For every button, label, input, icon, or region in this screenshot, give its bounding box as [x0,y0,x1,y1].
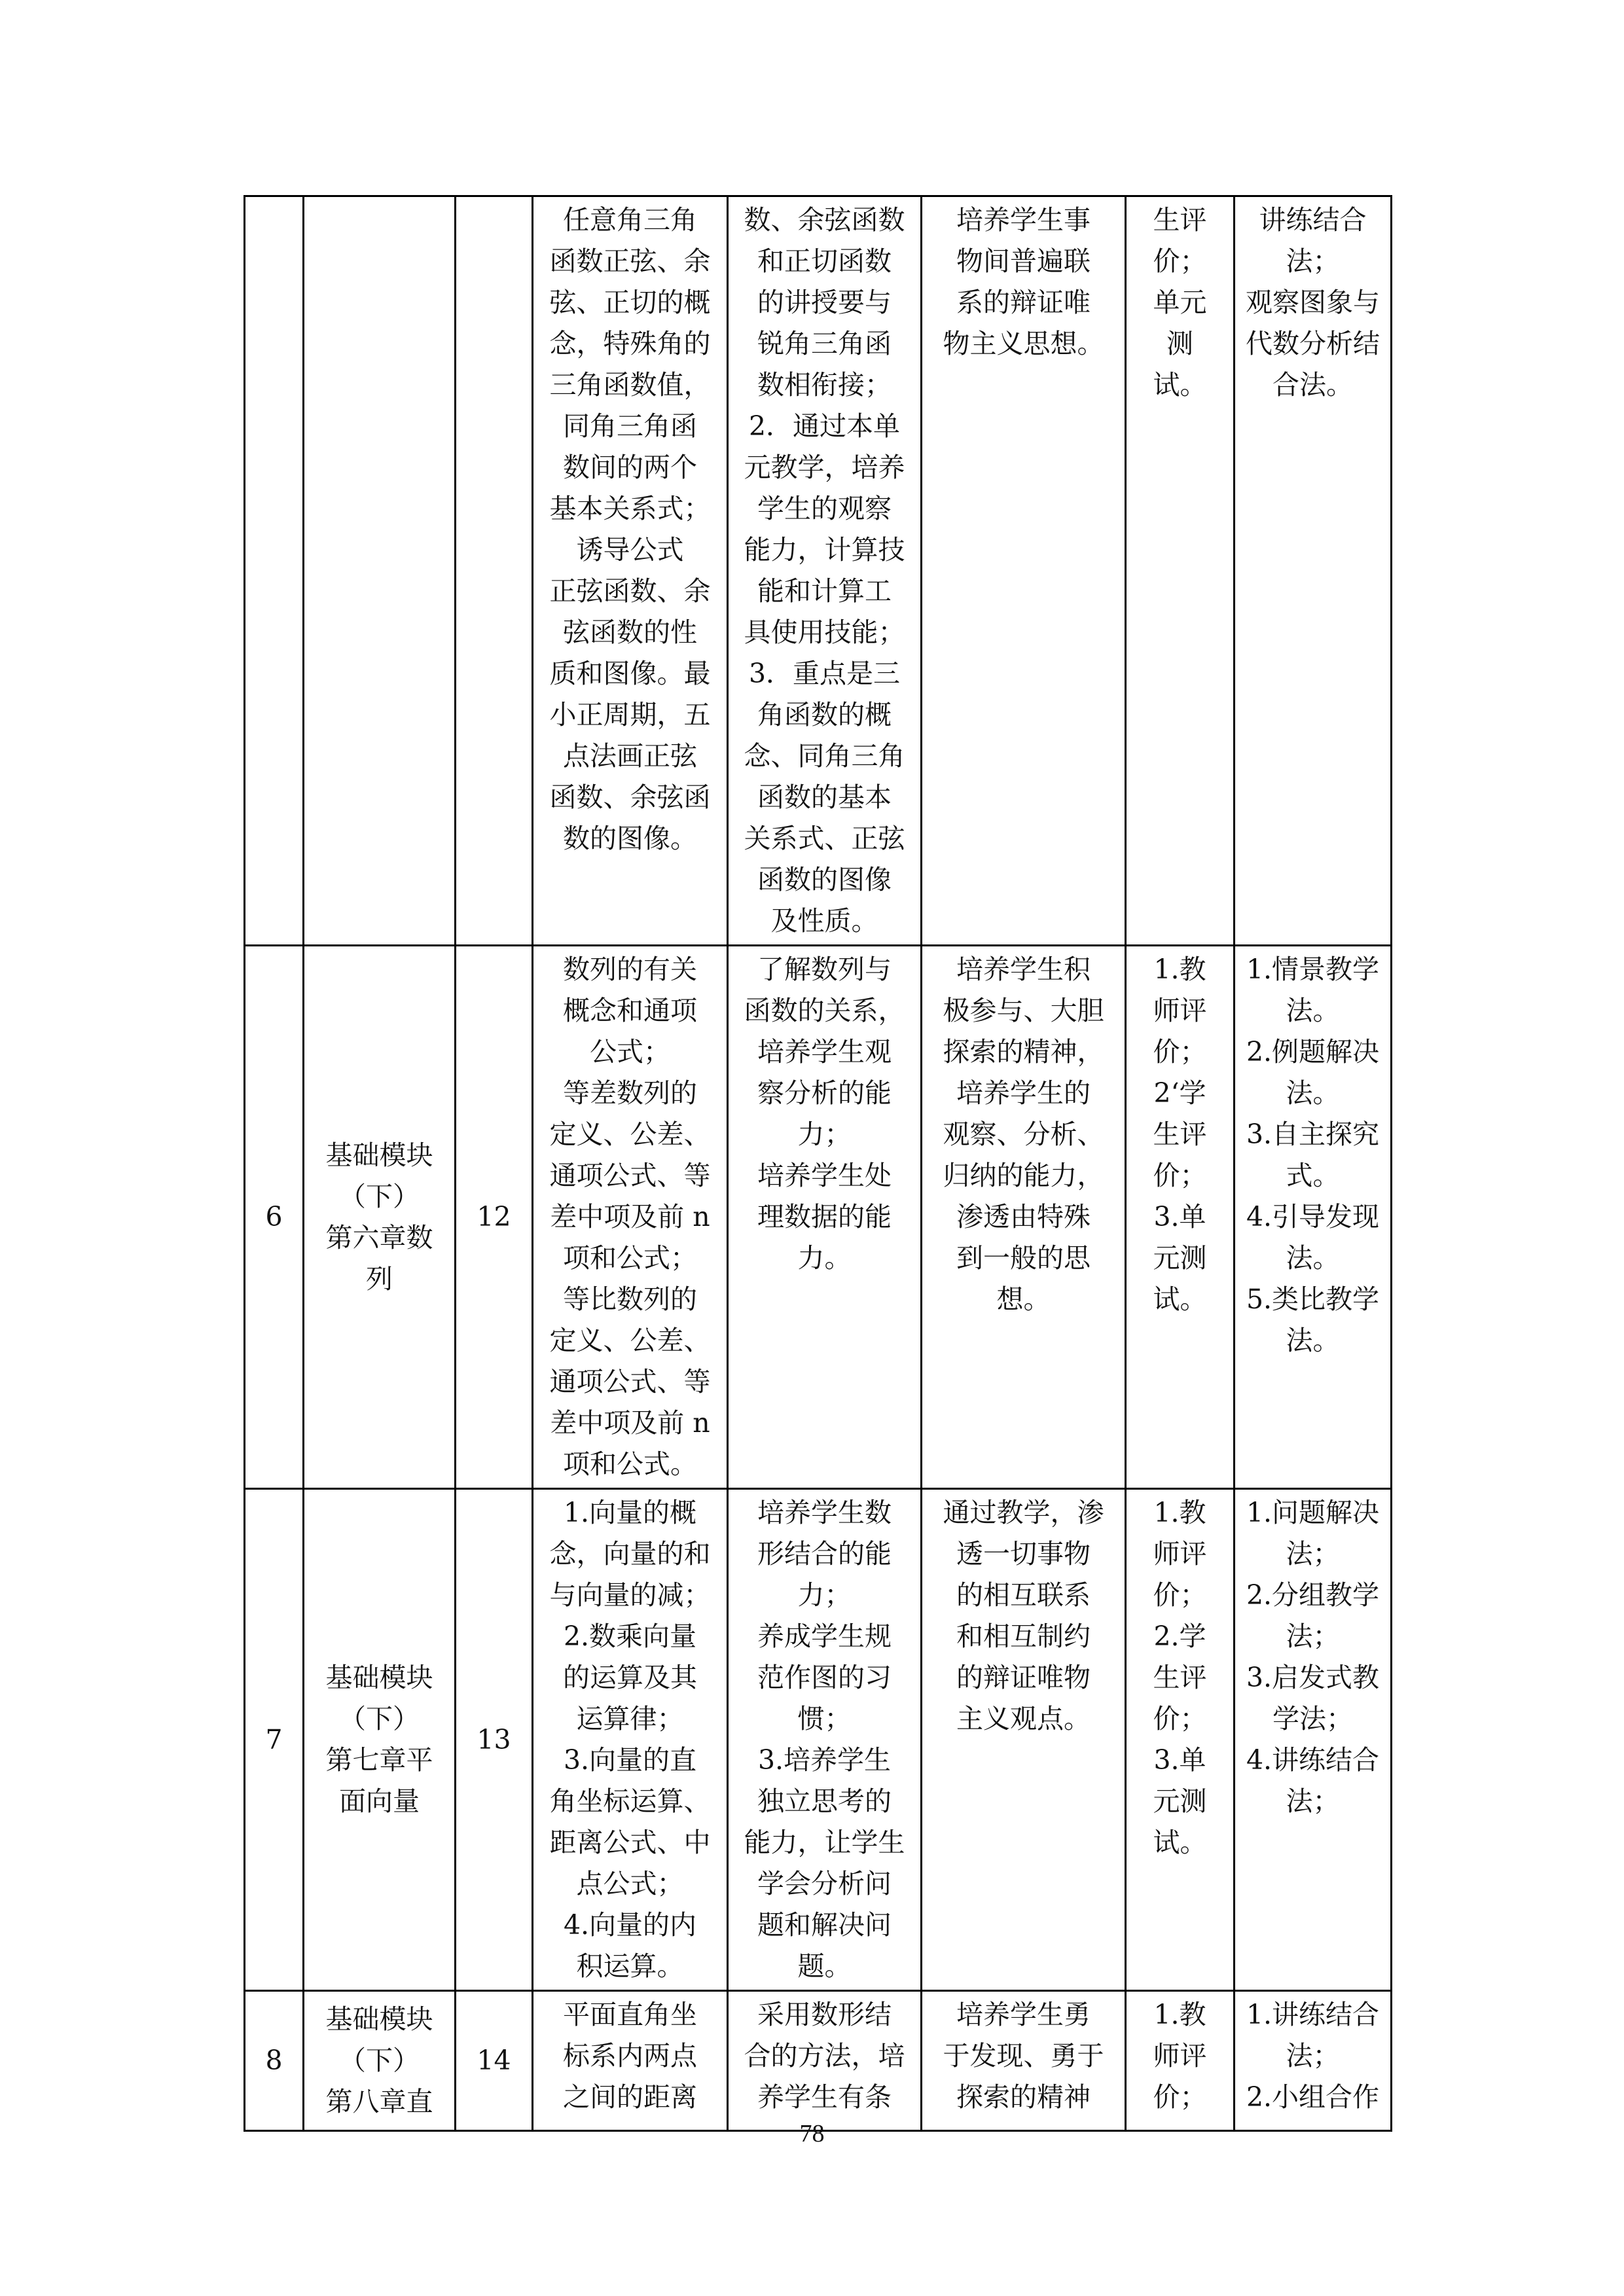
cell-content: 1.向量的概 念，向量的和 与向量的减； 2.数乘向量 的运算及其 运算律； 3.向量的直 角坐标运算、 距离公式、中 点公式； 4.向量的内 积运算。 [533,1489,728,1991]
cell-methods: 1.问题解决 法； 2.分组教学 法； 3.启发式教 学法； 4.讲练结合 法； [1235,1489,1392,1991]
cell-content: 数列的有关 概念和通项 公式； 等差数列的 定义、公差、 通项公式、等 差中项及前 n 项和公式； 等比数列的 定义、公差、 通项公式、等 差中项及前 n 项和公式。 [533,946,728,1489]
cell-objectives: 数、余弦函数 和正切函数 的讲授要与 锐角三角函 数相衔接； 2．通过本单 元教学，培养 学生的观察 能力，计算技 能和计算工 具使用技能； 3．重点是三 角函数的概 念、同角三角 函数的基本 关系式、正弦 函数的图像 及性质。 [728,196,922,946]
cell-content: 任意角三角 函数正弦、余 弦、正切的概 念，特殊角的 三角函数值， 同角三角函 数间的两个 基本关系式； 诱导公式 正弦函数、余 弦函数的性 质和图像。最 小正周期，五 点法画正弦 函数、余弦函 数的图像。 [533,196,728,946]
table-row [245,196,1392,946]
cell-ideology: 培养学生积 极参与、大胆 探索的精神， 培养学生的 观察、分析、 归纳的能力， 渗透由特殊 到一般的思 想。 [922,946,1126,1489]
cell-hours [456,196,533,946]
cell-assessment: 1.教 师评 价； 2.学 生评 价； 3.单 元测 试。 [1126,1489,1235,1991]
cell-methods: 讲练结合 法； 观察图象与 代数分析结 合法。 [1235,196,1392,946]
cell-module: 基础模块 （下） 第七章平 面向量 [304,1489,456,1991]
cell-no: 7 [245,1489,304,1991]
cell-assessment: 1.教 师评 价； [1126,1991,1235,2131]
cell-no [245,196,304,946]
cell-ideology: 通过教学，渗 透一切事物 的相互联系 和相互制约 的辩证唯物 主义观点。 [922,1489,1126,1991]
cell-module: 基础模块 （下） 第八章直 [304,1991,456,2131]
page-number: 78 [799,2120,825,2147]
cell-hours: 14 [456,1991,533,2131]
cell-ideology: 培养学生勇 于发现、勇于 探索的精神 [922,1991,1126,2131]
cell-ideology: 培养学生事 物间普遍联 系的辩证唯 物主义思想。 [922,196,1126,946]
cell-methods: 1.情景教学 法。 2.例题解决 法。 3.自主探究 式。 4.引导发现 法。 5.类比教学 法。 [1235,946,1392,1489]
cell-methods: 1.讲练结合 法； 2.小组合作 [1235,1991,1392,2131]
cell-objectives: 培养学生数 形结合的能 力； 养成学生规 范作图的习 惯； 3.培养学生 独立思考的 能力，让学生 学会分析问 题和解决问 题。 [728,1489,922,1991]
cell-objectives: 采用数形结 合的方法，培 养学生有条 [728,1991,922,2131]
curriculum-table [244,195,1392,2132]
table-row [245,1489,1392,1991]
cell-assessment: 生评 价； 单元 测 试。 [1126,196,1235,946]
cell-assessment: 1.教 师评 价； 2‘学 生评 价； 3.单 元测 试。 [1126,946,1235,1489]
cell-no: 8 [245,1991,304,2131]
table-row [245,946,1392,1489]
cell-hours: 13 [456,1489,533,1991]
cell-module: 基础模块 （下） 第六章数 列 [304,946,456,1489]
cell-content: 平面直角坐 标系内两点 之间的距离 [533,1991,728,2131]
cell-hours: 12 [456,946,533,1489]
cell-module [304,196,456,946]
cell-no: 6 [245,946,304,1489]
cell-objectives: 了解数列与 函数的关系， 培养学生观 察分析的能 力； 培养学生处 理数据的能 力。 [728,946,922,1489]
table-row [245,1991,1392,2131]
